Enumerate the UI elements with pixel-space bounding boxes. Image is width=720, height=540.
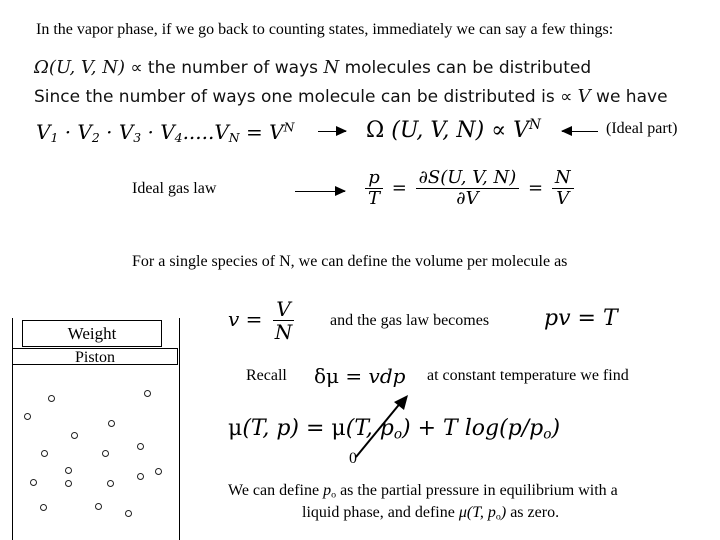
molecule (95, 503, 102, 510)
pv-equation: pv = T (544, 306, 618, 331)
molecule (41, 450, 48, 457)
molecule (65, 467, 72, 474)
molecule (48, 395, 55, 402)
intro-text: In the vapor phase, if we go back to counting states, immediately we can say a few things: (36, 21, 614, 38)
arrow-right-icon (295, 191, 345, 192)
arrow-left-icon (562, 131, 598, 132)
weight-block: Weight (22, 320, 162, 347)
product-equation: $V_1 \cdot V_2 \cdot V_3 \cdot V_4.....V_N = V^N$ (36, 119, 295, 146)
molecule (102, 450, 109, 457)
conclusion-line-1: We can define $p_o$ as the partial pressure in equilibrium with a (228, 482, 618, 501)
molecule (107, 480, 114, 487)
molecule (137, 473, 144, 480)
ideal-part-label: (Ideal part) (606, 120, 678, 137)
gas-law-becomes-text: and the gas law becomes (330, 312, 490, 329)
chemical-potential-equation: μ(T, p) = μ(T, $p_o) + T$ $\log(p/p_o)$ (228, 416, 561, 443)
molecule (71, 432, 78, 439)
volume-per-molecule-equation: v = $\frac{V}{N}$ (228, 297, 293, 344)
molecule (30, 479, 37, 486)
conclusion-line-2: liquid phase, and define μ(T, $p_o$) as zero. (302, 504, 560, 523)
molecule (137, 443, 144, 450)
molecule (125, 510, 132, 517)
zero-pointer-arrow-icon (350, 395, 420, 465)
single-species-text: For a single species of N, we can define the volume per molecule as (132, 253, 568, 270)
ideal-gas-law-label: Ideal gas law (132, 180, 217, 197)
molecule (108, 420, 115, 427)
molecule (65, 480, 72, 487)
molecule (155, 468, 162, 475)
ideal-gas-law-equation: $\frac{p}{T}$ = $\frac{\partial S(U, V, N)}{\partial V}$ = $\frac{N}{V}$ (362, 168, 577, 209)
omega-proportional-equation: Ω (U, V, $N) \propto V^N$ (366, 116, 541, 143)
recall-label: Recall (246, 367, 287, 384)
piston: Piston (12, 348, 178, 365)
constant-temp-text: at constant temperature we find (427, 367, 629, 384)
chemical-potential-differential: δμ = vdp (314, 364, 406, 388)
since-statement: Since the number of ways one molecule can be distributed is ∝ V we have (34, 86, 668, 107)
arrow-right-icon (318, 131, 346, 132)
molecule (144, 390, 151, 397)
molecule (24, 413, 31, 420)
omega-statement: Ω(U, V, N) ∝ the number of ways N molecules can be distributed (34, 57, 592, 78)
zero-label: 0 (349, 450, 357, 467)
molecule (40, 504, 47, 511)
